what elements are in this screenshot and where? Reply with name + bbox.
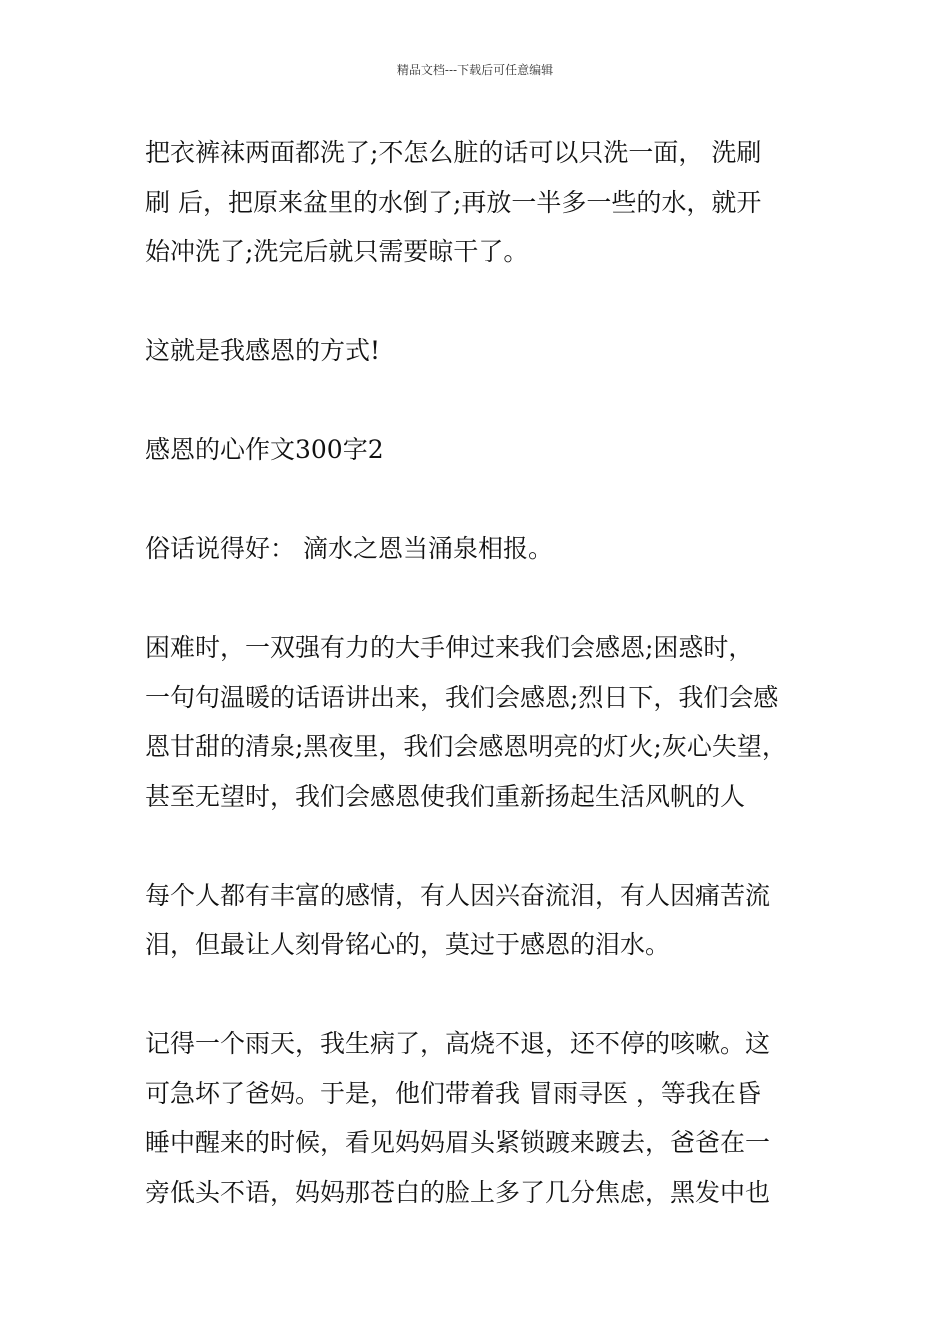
paragraph-gap	[145, 475, 825, 525]
paragraph-gap	[145, 970, 825, 1020]
paragraph-6	[145, 871, 825, 970]
text-line: 困难时，一双强有力的大手伸过来我们会感恩;困惑时，	[145, 633, 754, 662]
paragraph-gap	[145, 277, 825, 327]
text-line: 甚至无望时，我们会感恩使我们重新扬起生活风帆的人	[145, 781, 746, 811]
paragraph-2	[145, 326, 825, 376]
text-line: 俗话说得好： 滴水之恩当涌泉相报。	[145, 534, 553, 563]
document-body	[145, 128, 825, 1217]
page-header: 精品文档---下载后可任意编辑	[396, 63, 554, 77]
text-line: 每个人都有丰富的感情，有人因兴奋流泪，有人因痛苦流	[145, 880, 771, 910]
text-line: 可急坏了爸妈。于是，他们带着我 冒雨寻医 ，等我在昏	[145, 1078, 761, 1108]
text-line: 睡中醒来的时候，看见妈妈眉头紧锁踱来踱去，爸爸在一	[145, 1128, 771, 1157]
paragraph-7	[145, 1019, 825, 1217]
paragraph-5	[145, 623, 825, 821]
text-line: 一句句温暖的话语讲出来，我们会感恩;烈日下，我们会感	[145, 682, 779, 712]
text-line: 记得一个雨天，我生病了，高烧不退，还不停的咳嗽。这	[145, 1029, 771, 1058]
text-line: 这就是我感恩的方式!	[145, 336, 381, 365]
text-line: 刷 后，把原来盆里的水倒了;再放一半多一些的水，就开	[145, 187, 762, 217]
text-line: 恩甘甜的清泉;黑夜里，我们会感恩明亮的灯火;灰心失望，	[145, 732, 787, 761]
section-title	[145, 425, 825, 475]
paragraph-4	[145, 524, 825, 574]
text-line: 始冲洗了;洗完后就只需要晾干了。	[145, 237, 529, 266]
text-line: 泪，但最让人刻骨铭心的，莫过于感恩的泪水。	[145, 930, 671, 959]
paragraph-1	[145, 128, 825, 277]
text-line: 把衣裤袜两面都洗了;不怎么脏的话可以只洗一面， 洗刷	[145, 138, 762, 167]
text-line: 感恩的心作文300字2	[145, 435, 384, 464]
paragraph-gap	[145, 821, 825, 871]
text-line: 旁低头不语，妈妈那苍白的脸上多了几分焦虑，黑发中也	[145, 1177, 771, 1207]
paragraph-gap	[145, 574, 825, 624]
paragraph-gap	[145, 376, 825, 426]
